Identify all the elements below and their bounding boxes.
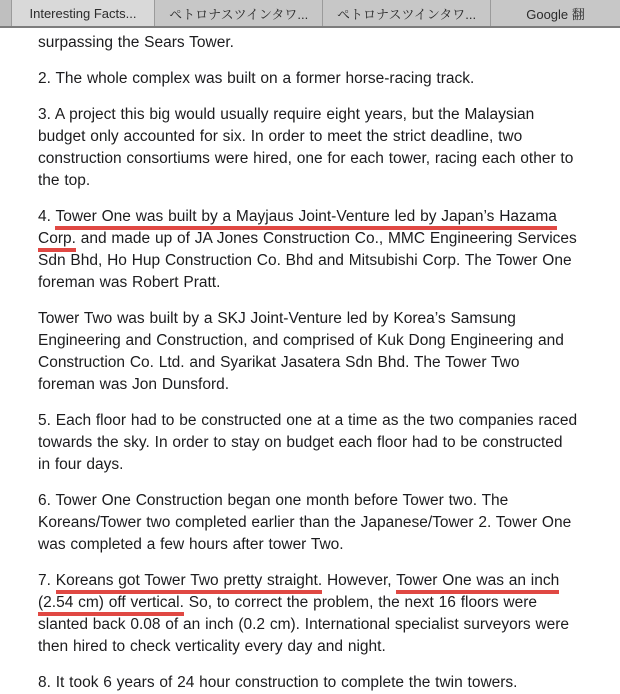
tab-google-translate[interactable]: [490, 0, 620, 26]
paragraph: [38, 206, 578, 294]
paragraph: [38, 490, 578, 556]
text-segment: 3. A project this big would usually require eight years, but the Malaysian budget only accounted for six. In order to meet the strict deadline, two construction consortiums were hired, one for each tower, racing each other to the top.: [38, 106, 574, 189]
paragraph: [38, 68, 578, 90]
text-segment: However,: [322, 572, 397, 589]
text-segment: surpassing the Sears Tower.: [38, 34, 234, 51]
paragraph: [38, 410, 578, 476]
text-segment: 2. The whole complex was built on a former horse-racing track.: [38, 70, 475, 87]
text-segment: Tower Two was built by a SKJ Joint-Venture led by Korea’s Samsung Engineering and Construction, and comprised of Kuk Dong Engineering and Construction Co. Ltd. and Syarikat Jasatera Sdn Bhd. The Tower Two foreman was Jon Dunsford.: [38, 310, 564, 393]
tab-interesting-facts[interactable]: [11, 0, 155, 26]
text-segment: and made up of JA Jones Construction Co., MMC Engineering Services Sdn Bhd, Ho Hup Construction Co. Bhd and Mitsubishi Corp. The Tower One foreman was Robert Pratt.: [38, 230, 577, 291]
text-segment: 4.: [38, 208, 56, 225]
text-segment: 6. Tower One Construction began one month before Tower two. The Koreans/Tower two completed earlier than the Japanese/Tower 2. Tower One was completed a few hours after tower Two.: [38, 492, 572, 553]
tab-label: Interesting Facts...: [29, 5, 137, 21]
tab-petronas-2[interactable]: [322, 0, 490, 26]
paragraph: [38, 570, 578, 658]
text-segment: 5. Each floor had to be constructed one at a time as the two companies raced towards the sky. In order to stay on budget each floor had to be constructed in four days.: [38, 412, 578, 473]
tab-label: ペトロナスツインタワ...: [336, 6, 477, 22]
text-segment: 7.: [38, 572, 56, 589]
red-underlined-text: Tower One was built by a Mayjaus Joint-Venture led by Japan’s Hazama Corp.: [38, 208, 557, 252]
text-segment: 8. It took 6 years of 24 hour construction to complete the twin towers.: [38, 674, 518, 691]
tab-label: ペトロナスツインタワ...: [169, 6, 309, 22]
tab-label: Google 翻: [526, 6, 585, 22]
tab-partial-left[interactable]: [0, 0, 11, 26]
paragraph: [38, 672, 578, 694]
text-segment: So, to correct the problem, the next 16 floors were slanted back 0.08 of an inch (0.2 cm). International specialist surveyors were then hired to check verticality every day and night.: [38, 594, 570, 655]
browser-tab-bar: [0, 0, 620, 28]
tab-petronas-1[interactable]: [154, 0, 322, 26]
article: [0, 28, 600, 691]
red-underlined-text: Tower One was an inch (2.54 cm) off vertical.: [38, 572, 559, 616]
red-underlined-text: Koreans got Tower Two pretty straight.: [56, 572, 322, 594]
paragraph: [38, 32, 578, 54]
paragraph: [38, 308, 578, 396]
paragraph: [38, 104, 578, 192]
